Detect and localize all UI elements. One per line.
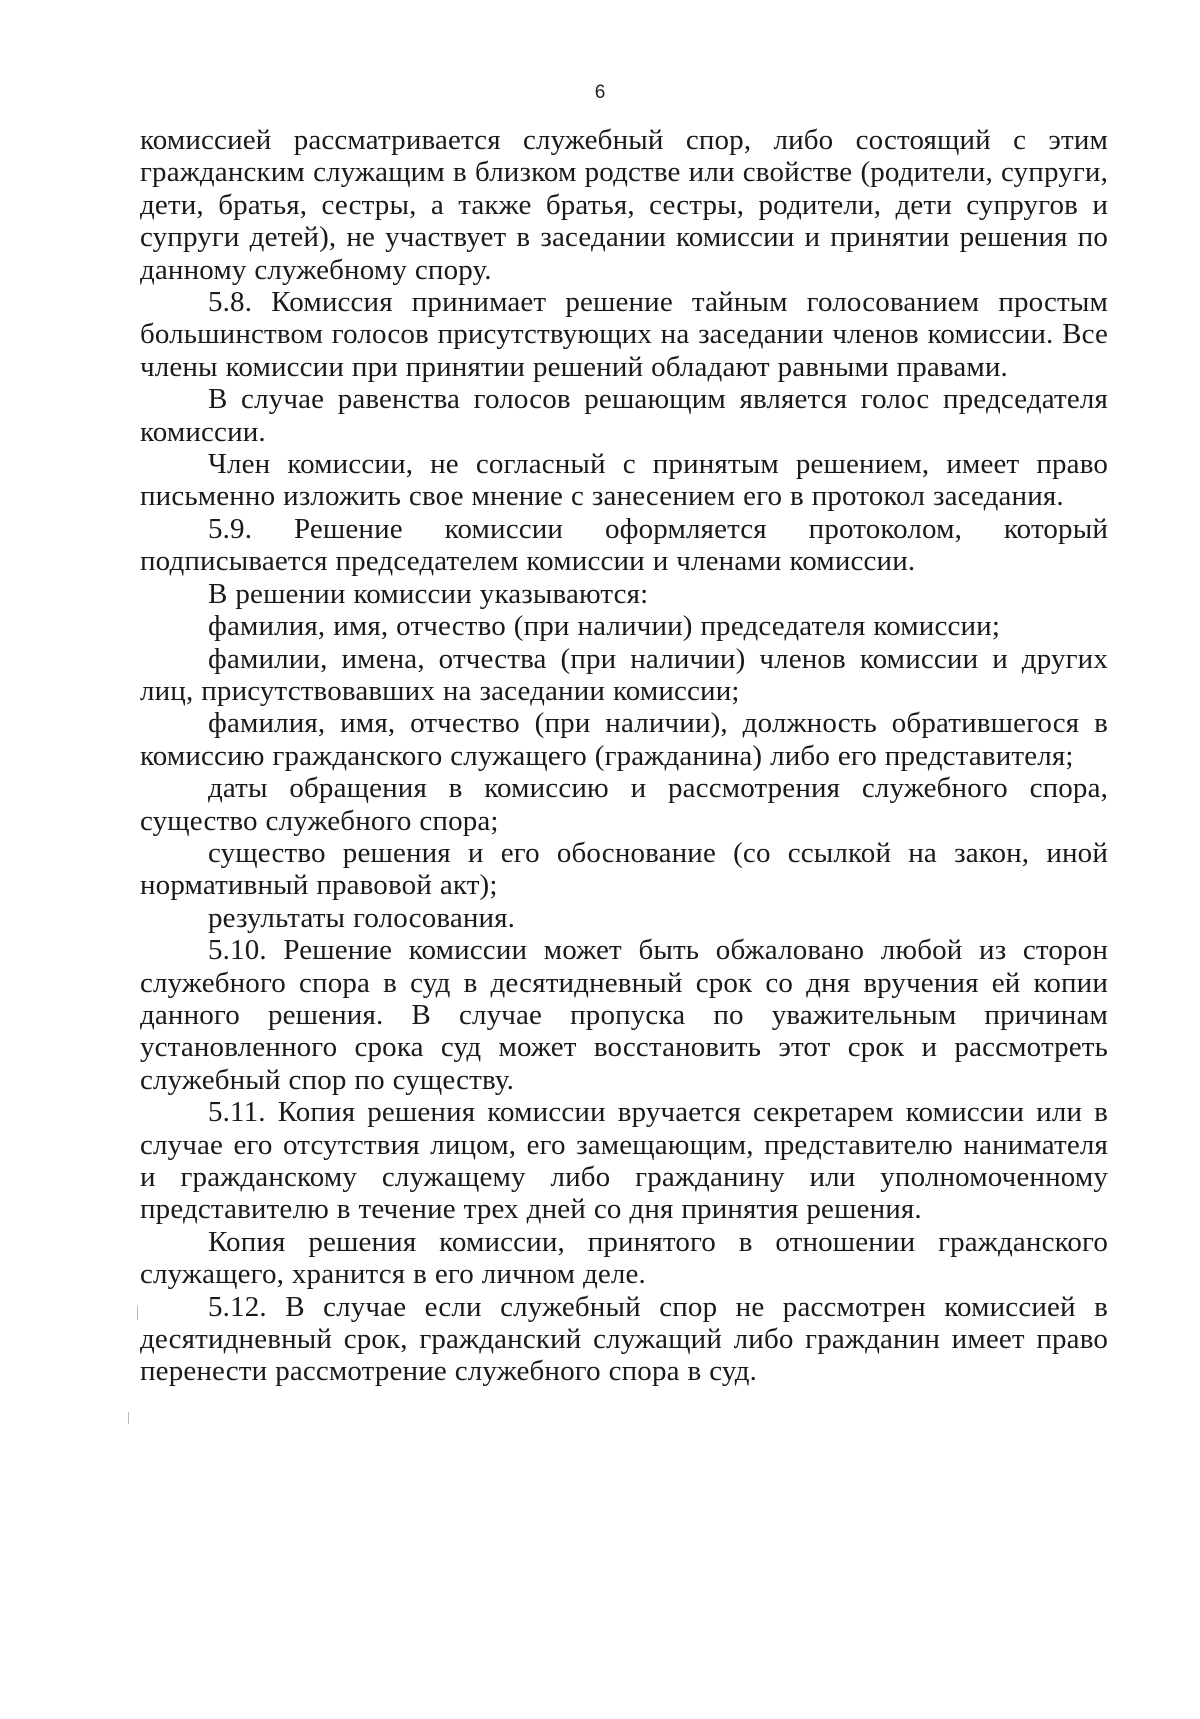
paragraph-5-12: 5.12. В случае если служебный спор не рассмотрен комиссией в десятидневный срок, гражданский служащий либо гражданин имеет право перенести рассмотрение служебного спора в суд. <box>140 1290 1108 1388</box>
list-item-applicant: фамилия, имя, отчество (при наличии), должность обратившегося в комиссию гражданского служащего (гражданина) либо его представителя; <box>140 707 1108 772</box>
paragraph-dissent: Член комиссии, не согласный с принятым решением, имеет право письменно изложить свое мнение с занесением его в протокол заседания. <box>140 448 1108 513</box>
list-item-chairman-name: фамилия, имя, отчество (при наличии) председателя комиссии; <box>208 610 1001 643</box>
paragraph-tie-vote: В случае равенства голосов решающим является голос председателя комиссии. <box>140 383 1108 448</box>
paragraph-5-10: 5.10. Решение комиссии может быть обжаловано любой из сторон служебного спора в суд в десятидневный срок со дня вручения ей копии данного решения. В случае пропуска по уважительным причинам установленного срока суд может восстановить этот срок и рассмотреть служебный спор по существу. <box>140 934 1108 1096</box>
paragraph-5-11: 5.11. Копия решения комиссии вручается секретарем комиссии или в случае его отсутствия лицом, его замещающим, представителю нанимателя и гражданскому служащему либо гражданину или уполномоченному представителю в течение трех дней со дня принятия решения. <box>140 1096 1108 1226</box>
list-item-decision-essence: существо решения и его обоснование (со ссылкой на закон, иной нормативный правовой акт); <box>140 836 1108 902</box>
list-item-members-names: фамилии, имена, отчества (при наличии) членов комиссии и других лиц, присутствовавших на заседании комиссии; <box>140 642 1108 707</box>
scan-artifact-mark <box>137 1306 138 1320</box>
document-body <box>140 124 1108 1388</box>
paragraph-decision-contents-intro: В решении комиссии указываются: <box>208 577 649 610</box>
list-item-dates: даты обращения в комиссию и рассмотрения служебного спора, существо служебного спора; <box>140 772 1108 837</box>
paragraph-continuation: комиссией рассматривается служебный спор, либо состоящий с этим гражданским служащим в близком родстве или свойстве (родители, супруги, дети, братья, сестры, а также братья, сестры, родители, дети супругов и супруги детей), не участвует в заседании комиссии и принятии решения по данному служебному спору. <box>140 124 1108 286</box>
list-item-voting-results: результаты голосования. <box>208 901 516 934</box>
paragraph-copy-storage: Копия решения комиссии, принятого в отношении гражданского служащего, хранится в его личном деле. <box>140 1225 1108 1291</box>
page-number: 6 <box>594 82 606 103</box>
paragraph-5-9: 5.9. Решение комиссии оформляется протоколом, который подписывается председателем комиссии и членами комиссии. <box>140 512 1108 578</box>
paragraph-5-8: 5.8. Комиссия принимает решение тайным голосованием простым большинством голосов присутствующих на заседании членов комиссии. Все члены комиссии при принятии решений обладают равными правами. <box>140 286 1108 383</box>
scan-artifact-mark <box>128 1412 129 1424</box>
